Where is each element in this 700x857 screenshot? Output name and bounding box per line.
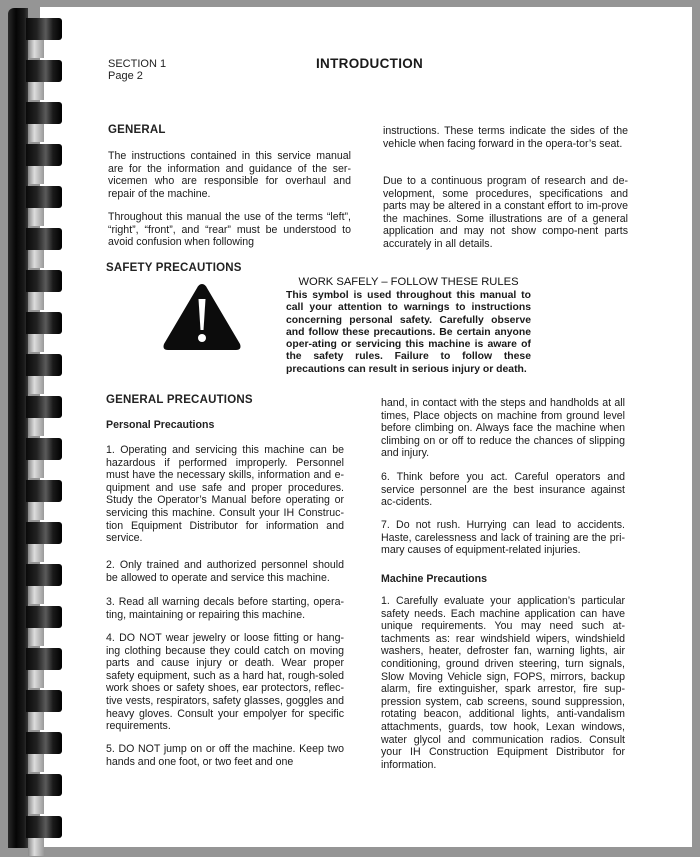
binding-tooth [26, 732, 62, 754]
binding-ring-back [28, 166, 44, 184]
safety-heading: SAFETY PRECAUTIONS [106, 262, 242, 274]
section-label: SECTION 1 [108, 58, 167, 70]
binding-tooth [26, 228, 62, 250]
safety-box-text: This symbol is used throughout this manual to call your attention to warnings to instructions concerning personal safety. Carefully observe and follow these precautions. Be certain anyone oper-ating or servicing this machine is aware of the safety rules. Failure to follow these precautions can result in serious injury or death. [286, 290, 531, 375]
binding-ring-back [28, 754, 44, 772]
machine-item-1: 1. Carefully evaluate your application’s particular safety needs. Each machine application can have unique requirements. You may need such at-tachments as: rear windshield wipers, windshield washers, heater, defroster fan, warning lights, air conditioning, ground driven steering, turn signals, Slow Moving Vehicle sign, FOPS, mirrors, backup alarm, fire extinguisher, spark arrestor, fire sup-pression system, cab screens, sound suppression, rotating beacon, additional lights, anti-vandalism attachments, guards, tow hook, Lexan windows, water glycol and communication radios. Consult your IH Construction Equipment Distributor for information. [381, 595, 625, 771]
personal-item-2: 2. Only trained and authorized personnel should be allowed to operate and service this machine. [106, 559, 344, 584]
binding-ring-back [28, 82, 44, 100]
binding-ring-back [28, 250, 44, 268]
personal-item-5-cont: hand, in contact with the steps and handholds at all times, Place objects on machine from ground level before climbing on. Always face the machine when climbing on or off to reduce the chances of slipping and injury. [381, 397, 625, 460]
general-heading: GENERAL [108, 124, 166, 136]
general-para-2-cont: instructions. These terms indicate the sides of the vehicle when facing forward in the opera-tor’s seat. [383, 125, 628, 150]
general-para-2: Throughout this manual the use of the terms “left”, “right”, “front”, and “rear” must be understood to avoid confusion when following [108, 211, 351, 249]
binding-tooth [26, 480, 62, 502]
binding-tooth [26, 396, 62, 418]
binding-tooth [26, 438, 62, 460]
binding-tooth [26, 354, 62, 376]
binding-tooth [26, 774, 62, 796]
personal-item-5: 5. DO NOT jump on or off the machine. Keep two hands and one foot, or two feet and one [106, 743, 344, 768]
binding-tooth [26, 186, 62, 208]
binding-tooth [26, 18, 62, 40]
binding-ring-back [28, 838, 44, 856]
binding-ring-back [28, 334, 44, 352]
machine-precautions-heading: Machine Precautions [381, 573, 487, 585]
personal-item-1: 1. Operating and servicing this machine can be hazardous if performed improperly. Personnel must have the necessary skills, information and e-quipment and use safe and proper procedures. Study the Operator’s Manual before operating or servicing this machine. Consult your IH Construc-tion Equipment Distributor for information and service. [106, 444, 344, 545]
general-precautions-heading: GENERAL PRECAUTIONS [106, 394, 253, 406]
binding-ring-back [28, 502, 44, 520]
personal-item-7: 7. Do not rush. Hurrying can lead to accidents. Haste, carelessness and lack of training are the pri-mary causes of equipment-related injuries. [381, 519, 625, 557]
binding-ring-back [28, 628, 44, 646]
binding-ring-back [28, 460, 44, 478]
binding-tooth [26, 312, 62, 334]
warning-triangle-icon [161, 282, 243, 352]
page-title: INTRODUCTION [316, 56, 424, 71]
binding-tooth [26, 648, 62, 670]
personal-item-4: 4. DO NOT wear jewelry or loose fitting or hang-ing clothing because they could catch on moving parts and cause injury or death. Wear proper safety equipment, such as a hard hat, rough-soled work shoes or safety shoes, ear protectors, reflec-tive vests, respirators, safety glasses, goggles and heavy gloves. Consult your empolyer for specific requirements. [106, 632, 344, 733]
binding-tooth [26, 564, 62, 586]
binding-tooth [26, 60, 62, 82]
binding-tooth [26, 270, 62, 292]
general-para-1: The instructions contained in this service manual are for the information and guidance of the ser-vicemen who are responsible for overhaul and repair of the machine. [108, 150, 351, 200]
binding-tooth [26, 102, 62, 124]
binding-spine [8, 8, 28, 848]
binding-ring-back [28, 796, 44, 814]
safety-box-title: WORK SAFELY – FOLLOW THESE RULES [298, 276, 519, 288]
binding-ring-back [28, 544, 44, 562]
binding-ring-back [28, 586, 44, 604]
personal-item-6: 6. Think before you act. Careful operators and service personnel are the best insurance against ac-cidents. [381, 471, 625, 509]
binding-ring-back [28, 292, 44, 310]
binding-tooth [26, 606, 62, 628]
binding-ring-back [28, 376, 44, 394]
binding-tooth [26, 522, 62, 544]
binding-ring-back [28, 208, 44, 226]
page-label: Page 2 [108, 70, 143, 82]
binding-ring-back [28, 124, 44, 142]
binding-tooth [26, 144, 62, 166]
binding-tooth [26, 816, 62, 838]
personal-precautions-heading: Personal Precautions [106, 419, 215, 431]
binding-ring-back [28, 418, 44, 436]
binding-tooth [26, 690, 62, 712]
binding-ring-back [28, 670, 44, 688]
binding-ring-back [28, 40, 44, 58]
personal-item-3: 3. Read all warning decals before starting, opera-ting, maintaining or repairing this machine. [106, 596, 344, 621]
general-para-3: Due to a continuous program of research and de-velopment, some procedures, specifications and parts may be altered in a constant effort to im-prove the machines. Some illustrations are of a general application and may not show compo-nent parts accurately in all details. [383, 175, 628, 250]
binding-ring-back [28, 712, 44, 730]
